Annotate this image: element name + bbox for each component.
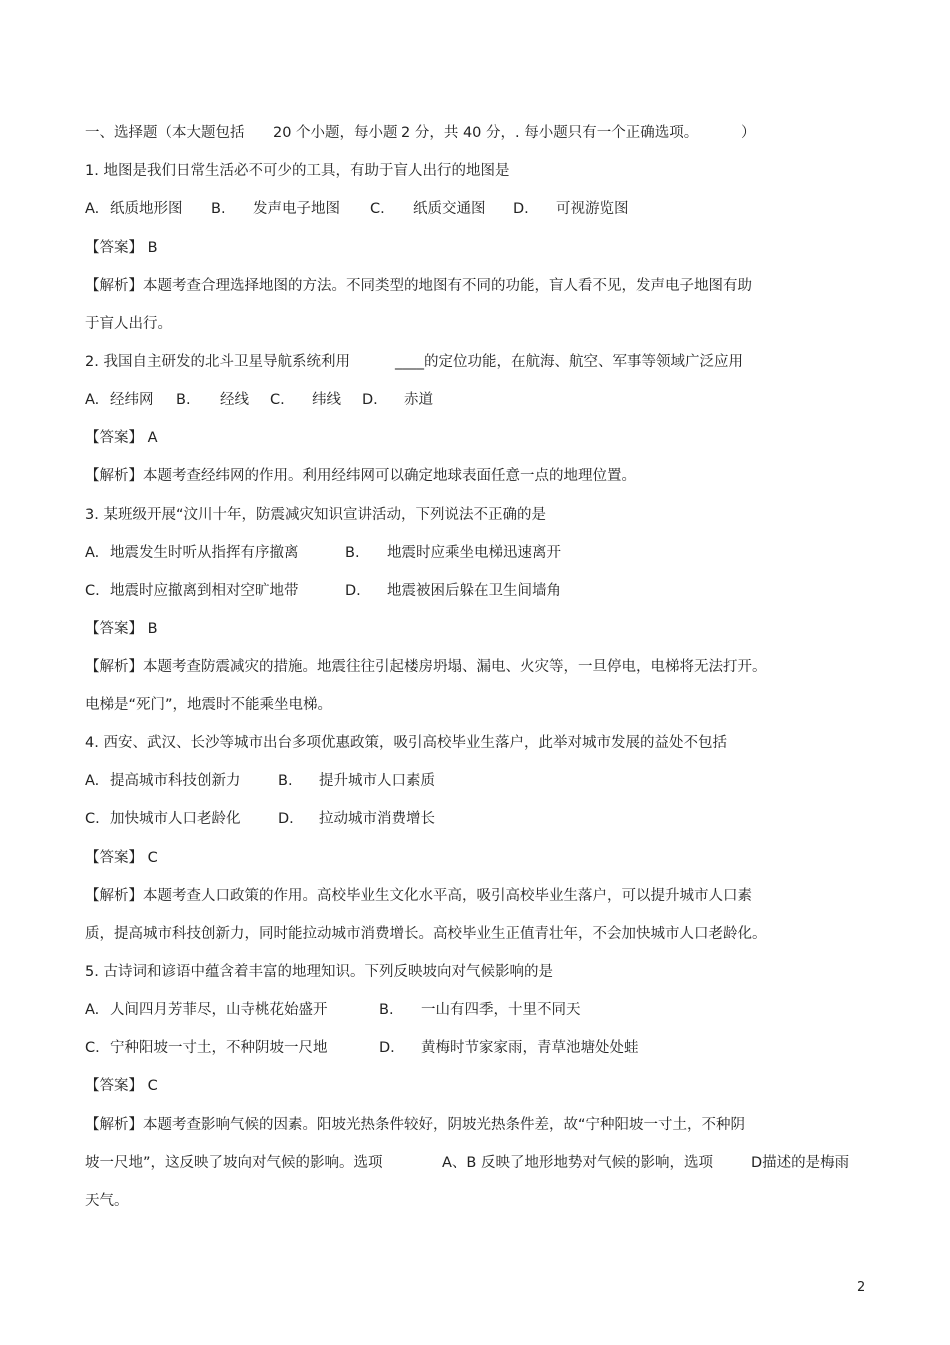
option-key: B. <box>211 201 226 217</box>
question-4-analysis-line: 【解析】本题考查人口政策的作用。高校毕业生文化水平高，吸引高校毕业生落户，可以提升城市人口素 <box>85 888 752 904</box>
option-text: 发声电子地图 <box>253 201 340 217</box>
analysis-part-1: 坡一尺地”，这反映了坡向对气候的影响。选项 <box>85 1155 383 1171</box>
question-1-stem: 1. 地图是我们日常生活必不可少的工具，有助于盲人出行的地图是 <box>85 163 510 179</box>
option-text: 人间四月芳菲尽，山寺桃花始盛开 <box>110 1002 328 1018</box>
header-part-4: ） <box>741 125 756 141</box>
option-text: 地震时应乘坐电梯迅速离开 <box>387 545 561 561</box>
option-key: B. <box>176 392 191 408</box>
question-1-answer: 【答案】 B <box>85 240 158 256</box>
option-key: C. <box>270 392 285 408</box>
option-key: D. <box>345 583 361 599</box>
option-text: 加快城市人口老龄化 <box>110 811 241 827</box>
option-text: 地震时应撤离到相对空旷地带 <box>110 583 299 599</box>
option-key: A. <box>85 545 100 561</box>
option-text: 地震发生时听从指挥有序撤离 <box>110 545 299 561</box>
stem-part-2: ____的定位功能，在航海、航空、军事等领域广泛应用 <box>395 354 743 370</box>
question-4-analysis-line: 质，提高城市科技创新力，同时能拉动城市消费增长。高校毕业生正值青壮年，不会加快城市人口老龄化。 <box>85 926 767 942</box>
option-text: 经纬网 <box>110 392 154 408</box>
header-part-1: 一、选择题（本大题包括 <box>85 125 245 141</box>
analysis-part-2: A、B 反映了地形地势对气候的影响，选项 <box>442 1155 713 1171</box>
question-3-analysis-line: 【解析】本题考查防震减灾的措施。地震往往引起楼房坍塌、漏电、火灾等，一旦停电，电梯将无法打开。 <box>85 659 767 675</box>
option-text: 赤道 <box>404 392 433 408</box>
option-text: 经线 <box>220 392 249 408</box>
option-key: C. <box>370 201 385 217</box>
header-part-3: 2 分，共 40 分，. 每小题只有一个正确选项。 <box>401 125 699 141</box>
question-5-answer: 【答案】 C <box>85 1078 158 1094</box>
option-text: 纸质交通图 <box>413 201 486 217</box>
header-part-2: 20 个小题，每小题 <box>273 125 398 141</box>
question-4-stem: 4. 西安、武汉、长沙等城市出台多项优惠政策，吸引高校毕业生落户，此举对城市发展的益处不包括 <box>85 735 727 751</box>
option-key: C. <box>85 583 100 599</box>
option-text: 纬线 <box>312 392 341 408</box>
question-1-analysis-line: 【解析】本题考查合理选择地图的方法。不同类型的地图有不同的功能，盲人看不见，发声电子地图有助 <box>85 278 752 294</box>
option-key: C. <box>85 811 100 827</box>
option-key: A. <box>85 773 100 789</box>
option-text: 宁种阳坡一寸土，不种阴坡一尺地 <box>110 1040 328 1056</box>
option-key: C. <box>85 1040 100 1056</box>
question-5-analysis-line: 天气。 <box>85 1193 129 1209</box>
option-key: D. <box>278 811 294 827</box>
question-4-answer: 【答案】 C <box>85 850 158 866</box>
option-text: 提高城市科技创新力 <box>110 773 241 789</box>
question-3-analysis-line: 电梯是“死门”，地震时不能乘坐电梯。 <box>85 697 333 713</box>
option-key: D. <box>513 201 529 217</box>
option-text: 拉动城市消费增长 <box>319 811 435 827</box>
option-key: A. <box>85 1002 100 1018</box>
option-text: 一山有四季，十里不同天 <box>421 1002 581 1018</box>
option-key: A. <box>85 201 100 217</box>
option-key: B. <box>379 1002 394 1018</box>
question-2-answer: 【答案】 A <box>85 430 158 446</box>
question-2-analysis-line: 【解析】本题考查经纬网的作用。利用经纬网可以确定地球表面任意一点的地理位置。 <box>85 468 636 484</box>
option-key: D. <box>362 392 378 408</box>
question-5-analysis-line: 【解析】本题考查影响气候的因素。阳坡光热条件较好，阴坡光热条件差，故“宁种阳坡一寸土，不种阴 <box>85 1117 746 1133</box>
question-5-stem: 5. 古诗词和谚语中蕴含着丰富的地理知识。下列反映坡向对气候影响的是 <box>85 964 553 980</box>
question-1-analysis-line: 于盲人出行。 <box>85 316 172 332</box>
option-text: 地震被困后躲在卫生间墙角 <box>387 583 561 599</box>
option-text: 提升城市人口素质 <box>319 773 435 789</box>
option-text: 可视游览图 <box>556 201 629 217</box>
question-3-stem: 3. 某班级开展“汶川十年，防震减灾知识宣讲活动，下列说法不正确的是 <box>85 507 546 523</box>
option-key: B. <box>278 773 293 789</box>
option-key: A. <box>85 392 100 408</box>
option-text: 纸质地形图 <box>110 201 183 217</box>
option-key: B. <box>345 545 360 561</box>
page-number: 2 <box>857 1280 866 1295</box>
question-3-answer: 【答案】 B <box>85 621 158 637</box>
analysis-part-3: D描述的是梅雨 <box>751 1155 850 1171</box>
option-key: D. <box>379 1040 395 1056</box>
stem-part-1: 2. 我国自主研发的北斗卫星导航系统利用 <box>85 354 350 370</box>
option-text: 黄梅时节家家雨，青草池塘处处蛙 <box>421 1040 639 1056</box>
